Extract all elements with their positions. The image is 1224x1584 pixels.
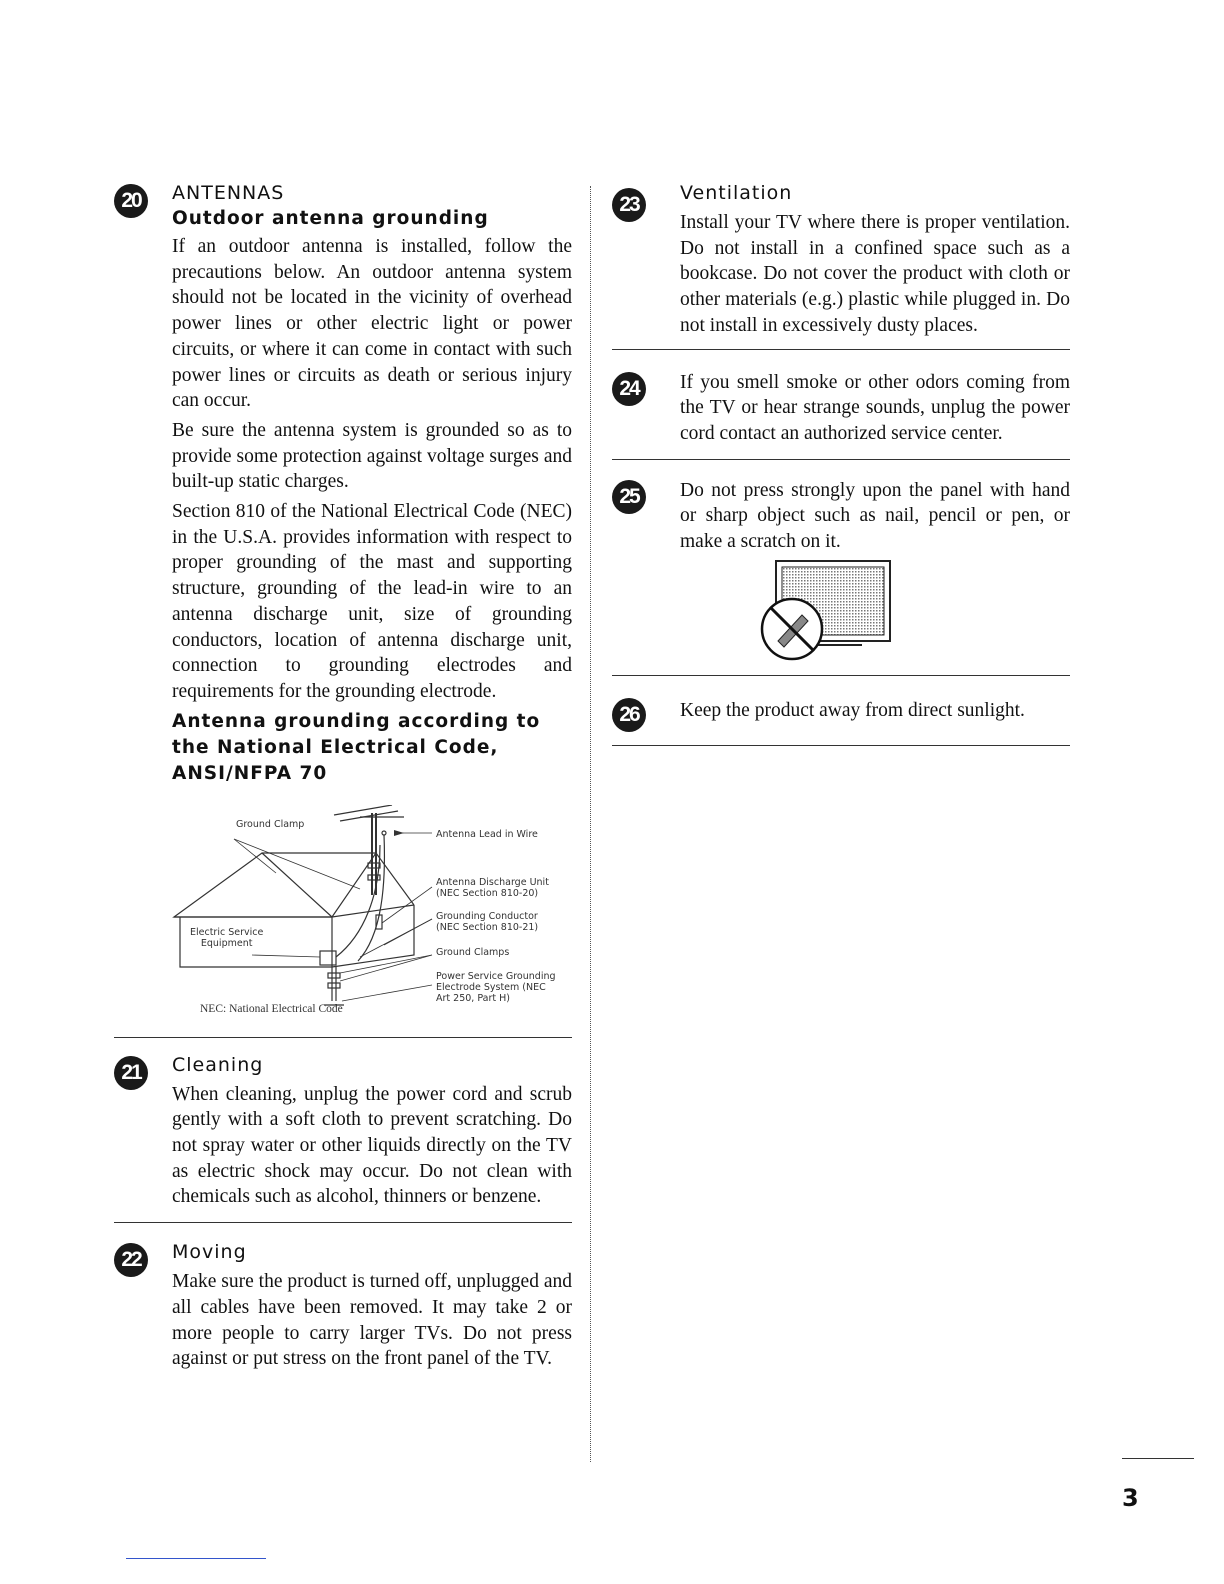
label-power-service-grounding: Power Service Grounding Electrode System (NEC Art 250, Part H) bbox=[436, 970, 556, 1004]
section-divider bbox=[114, 1037, 572, 1038]
label-ground-clamps: Ground Clamps bbox=[436, 946, 510, 958]
section-moving bbox=[114, 1239, 572, 1372]
section-antennas bbox=[114, 180, 572, 787]
paragraph: Keep the product away from direct sunlight. bbox=[680, 699, 1025, 721]
section-divider bbox=[114, 1222, 572, 1223]
section-subtitle: Outdoor antenna grounding bbox=[172, 208, 489, 229]
footer-line bbox=[126, 1558, 266, 1559]
section-number-badge: 20 bbox=[114, 184, 148, 218]
label-electric-service: Electric Service Equipment bbox=[190, 926, 264, 949]
paragraph: If you smell smoke or other odors coming from the TV or hear strange sounds, unplug the power cord contact an authorized service center. bbox=[680, 371, 1070, 444]
section-divider bbox=[612, 459, 1070, 460]
paragraph: Do not press strongly upon the panel with hand or sharp object such as nail, pencil or pen, or make a scratch on it. bbox=[680, 479, 1070, 553]
section-number-badge: 21 bbox=[114, 1056, 148, 1090]
label-discharge-unit: Antenna Discharge Unit (NEC Section 810-20) bbox=[436, 876, 549, 899]
no-scratch-illustration bbox=[612, 559, 1070, 669]
section-panel-pressure bbox=[612, 478, 1070, 669]
label-antenna-lead-in: Antenna Lead in Wire bbox=[436, 828, 538, 840]
paragraph: When cleaning, unplug the power cord and scrub gently with a soft cloth to prevent scratching. Do not spray water or other liquids directly on the TV as electric shock may occur. Do not clean with chemicals such as alcohol, thinners or benzene. bbox=[172, 1083, 572, 1208]
label-grounding-conductor: Grounding Conductor (NEC Section 810-21) bbox=[436, 910, 539, 933]
section-title: Cleaning bbox=[172, 1053, 264, 1076]
antenna-grounding-diagram bbox=[114, 805, 572, 1035]
section-subtitle: Antenna grounding according to the National Electrical Code, ANSI/NFPA 70 bbox=[172, 710, 541, 784]
section-smoke-odors bbox=[612, 370, 1070, 447]
paragraph: Install your TV where there is proper ventilation. Do not install in a confined space such as a bookcase. Do not cover the product with cloth or other materials (e.g.) plastic while plugged in. Do not install in excessively dusty places. bbox=[680, 212, 1070, 336]
section-number-badge: 23 bbox=[612, 188, 646, 222]
left-column bbox=[114, 180, 572, 1376]
section-divider bbox=[612, 349, 1070, 350]
column-divider bbox=[590, 186, 591, 1462]
right-column bbox=[612, 180, 1070, 746]
section-number-badge: 25 bbox=[612, 480, 646, 514]
diagram-caption: NEC: National Electrical Code bbox=[200, 1002, 343, 1015]
no-sharp-object-icon bbox=[612, 559, 1070, 669]
section-divider bbox=[612, 675, 1070, 676]
section-ventilation bbox=[612, 180, 1070, 339]
section-number-badge: 26 bbox=[612, 698, 646, 732]
section-title: ANTENNAS bbox=[172, 182, 285, 204]
section-number-badge: 22 bbox=[114, 1243, 148, 1277]
page-number-rule bbox=[1122, 1458, 1194, 1459]
paragraph: Make sure the product is turned off, unplugged and all cables have been removed. It may take 2 or more people to carry larger TVs. Do not press against or put stress on the front panel of the TV. bbox=[172, 1271, 572, 1370]
paragraph: If an outdoor antenna is installed, follow the precautions below. An outdoor antenna system should not be located in the vicinity of overhead power lines or other electric light or power circuits, or where it can come in contact with such power lines or circuits as death or serious injury can occur. bbox=[172, 236, 572, 412]
section-cleaning bbox=[114, 1052, 572, 1211]
section-sunlight bbox=[612, 698, 1070, 724]
section-divider bbox=[612, 745, 1070, 746]
page-number: 3 bbox=[1122, 1484, 1139, 1512]
section-title: Moving bbox=[172, 1241, 247, 1264]
section-number-badge: 24 bbox=[612, 372, 646, 406]
section-title: Ventilation bbox=[680, 182, 793, 204]
label-ground-clamp: Ground Clamp bbox=[236, 818, 305, 830]
paragraph: Section 810 of the National Electrical Code (NEC) in the U.S.A. provides information with respect to proper grounding of the mast and supporting structure, grounding of the lead-in wire to an antenna discharge unit, size of grounding conductors, location of antenna discharge unit, connection to grounding electrodes and requirements for the grounding electrode. bbox=[172, 501, 572, 702]
paragraph: Be sure the antenna system is grounded so as to provide some protection against voltage surges and built-up static charges. bbox=[172, 419, 572, 493]
